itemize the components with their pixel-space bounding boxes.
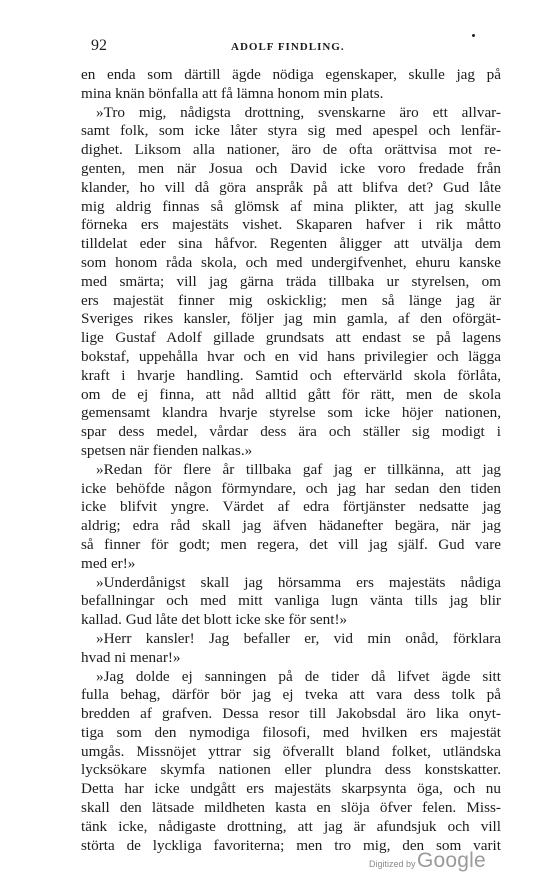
text-line: dighet. Liksom alla nationer, äro de ofta orättvisa mot re- <box>81 141 501 159</box>
text-line: umgås. Missnöjet yttrar sig öfverallt bland folket, utländska <box>81 742 501 760</box>
text-line: bredden af grafven. Dessa resor till Jakobsdal äro lika onyt- <box>81 705 501 723</box>
body-text <box>81 66 501 855</box>
text-line: en enda som därtill ägde nödiga egenskaper, skulle jag på <box>81 66 501 83</box>
text-line: som honom råda skola, och med undergifvenhet, ehuru kanske <box>81 253 501 271</box>
text-line: icke blifvit yngre. Värdet af edra förtjänster nedsatte jag <box>81 498 501 516</box>
text-line: klander, ho vill då göra anspråk på att blifva det? Gud låte <box>81 178 501 196</box>
ink-speck <box>472 34 475 37</box>
text-line: »Jag dolde ej sanningen på de tider då lifvet ägde sitt <box>96 667 501 685</box>
text-line: tänk icke, nådigaste drottning, att jag är afundsjuk och vill <box>81 817 501 835</box>
digitized-watermark <box>369 849 489 873</box>
text-line: förneka ers majestäts vishet. Skaparen hafver i rik måtto <box>81 216 501 234</box>
page-number: 92 <box>91 37 107 54</box>
text-line: så finner för godt; men regera, det vill jag själf. Gud vare <box>81 535 501 553</box>
text-line: »Tro mig, nådigsta drottning, svenskarne äro ett allvar- <box>96 103 501 121</box>
text-line: ers majestät finner mig oskicklig; men så länge jag är <box>81 291 501 309</box>
text-line: »Redan för flere år tillbaka gaf jag er tillkänna, att jag <box>96 460 501 478</box>
running-head: ADOLF FINDLING. <box>231 41 345 53</box>
text-line: med er!» <box>81 554 136 572</box>
text-line: tiga som den nymodiga filosofi, med hvilken ers majestät <box>81 723 501 741</box>
text-line: Detta har icke undgått ers majestäts skarpsynta öga, och nu <box>81 780 501 798</box>
text-line: samt folk, som icke låter styra sig med apespel och lenfär- <box>81 122 501 140</box>
text-line: med smärta; vill jag gärna träda tillbaka ur styrelsen, om <box>81 272 501 290</box>
text-line: befallningar och med mitt vanliga lugn vänta tills jag blir <box>81 592 501 610</box>
text-line: mina knän bönfalla att få lämna honom min plats. <box>81 84 384 102</box>
text-line: icke behöfde någon förmyndare, och jag har sedan den tiden <box>81 479 501 497</box>
text-line: mig aldrig finnas så glömsk af mina plikter, att jag skulle <box>81 197 501 215</box>
text-line: genten, men när Josua och David icke voro fredade från <box>81 159 501 177</box>
text-line: om de ej finna, att nåd alltid gått för rätt, men de skola <box>81 385 501 403</box>
text-line: bokstaf, uppehålla hvar och en vid hans privilegier och lägga <box>81 347 501 365</box>
text-line: hvad ni menar!» <box>81 648 181 666</box>
text-line: spetsen när fienden nalkas.» <box>81 441 253 459</box>
watermark-label: Digitized by <box>369 859 416 869</box>
text-line: aldrig; edra råd skall jag äfven hädanefter begära, när jag <box>81 517 501 535</box>
text-line: lycksökare skymfa nationen eller plundra dess konstskatter. <box>81 761 501 779</box>
page-header <box>91 36 475 56</box>
text-line: fulla behag, därför bör jag ej tveka att vara dess tolk på <box>81 686 501 704</box>
text-line: spar dess medel, vårdar dess ära och ställer sig modigt i <box>81 423 501 441</box>
google-logo: Google <box>417 849 486 872</box>
text-line: tilldelat eder sina håfvor. Regenten åligger att utvälja dem <box>81 235 501 253</box>
text-line: kallad. Gud låte det blott icke ske för sent!» <box>81 611 348 629</box>
text-line: gemensamt klandra hvarje styrelse som icke höjer nationen, <box>81 404 501 422</box>
text-line: »Underdånigst skall jag hörsamma ers majestäts nådiga <box>96 573 501 591</box>
text-line: »Herr kansler! Jag befaller er, vid min onåd, förklara <box>96 629 501 647</box>
text-line: Sveriges rikes kansler, följer jag min gamla, af den oförgät- <box>81 310 501 328</box>
text-line: lige Gustaf Adolf gillade grundsats att endast se på lagens <box>81 329 501 347</box>
text-line: störta de lyckliga favoriterna; men tro mig, den som varit <box>81 836 501 854</box>
text-line: skall den lätsade mildheten kasta en slöja öfver felen. Miss- <box>81 799 501 817</box>
text-line: kraft i hvarje handling. Samtid och eftervärld skola förlåta, <box>81 366 501 384</box>
